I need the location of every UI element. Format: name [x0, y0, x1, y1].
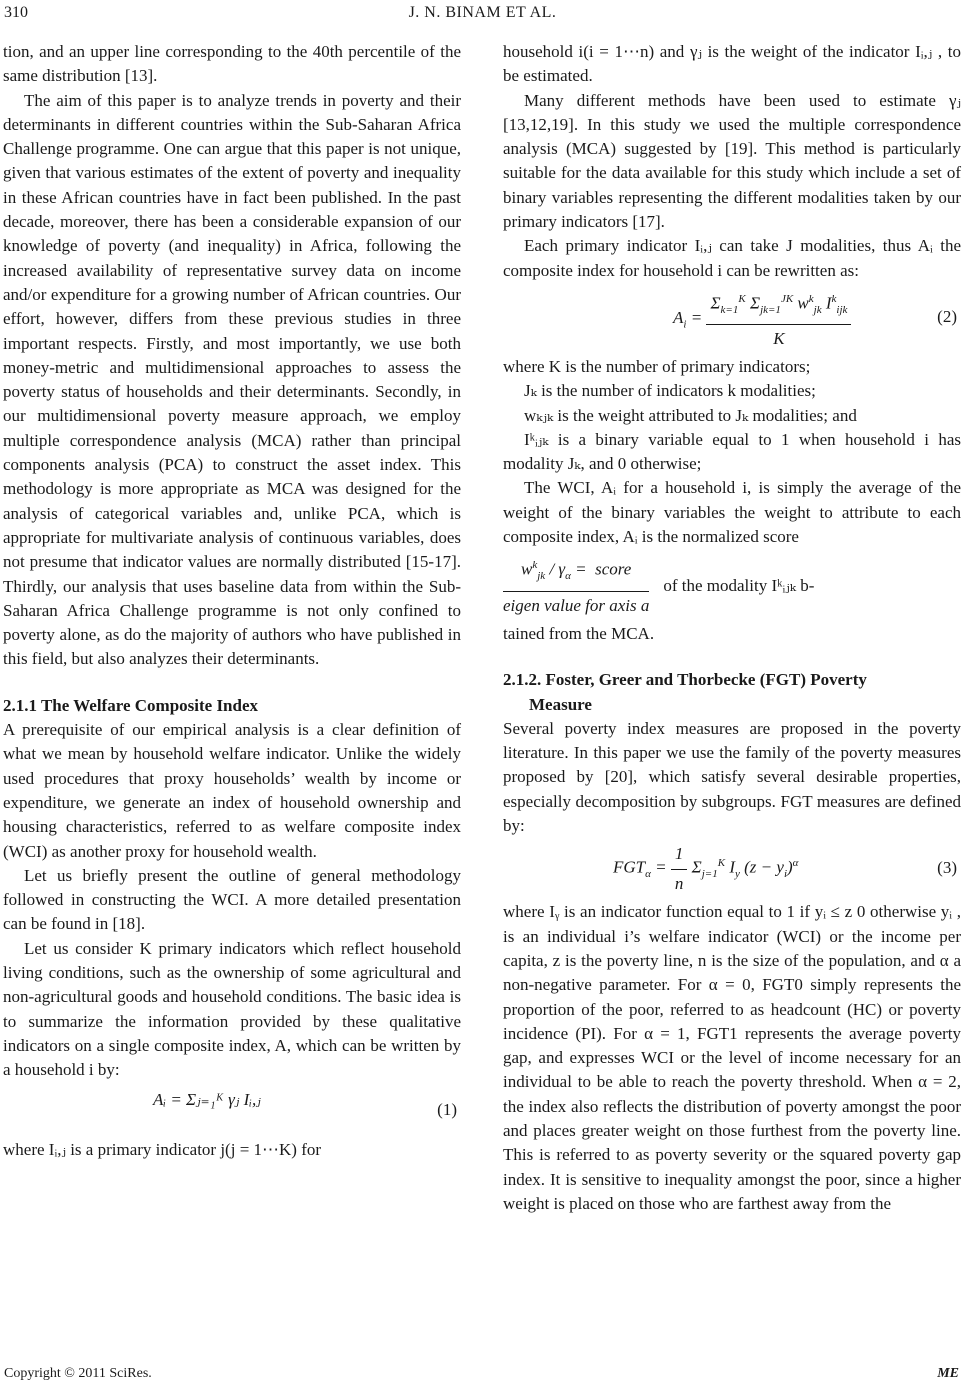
section-heading: 2.1.2. Foster, Greer and Thorbecke (FGT) Poverty: [503, 670, 867, 690]
right-column: [503, 40, 961, 1216]
equation-1: [3, 1082, 461, 1138]
running-header: [0, 4, 965, 28]
left-column: [3, 40, 461, 1163]
equation-number: (3): [937, 858, 957, 878]
section-heading: 2.1.1 The Welfare Composite Index: [3, 695, 259, 715]
equation-number: (1): [437, 1100, 457, 1120]
paragraph: tained from the MCA.: [503, 623, 655, 643]
paragraph: Let us briefly present the outline of general methodology followed in constructing the WCI. A more detailed presentation can be found in [18].: [3, 865, 461, 934]
paragraph: where Iᵢ,ⱼ is a primary indicator j(j = 1⋯K) for: [3, 1140, 322, 1160]
paragraph: Let us consider K primary indicators which reflect household living conditions, such as the ownership of some agricultural and non-agricultural goods and household conditions. The basic idea is to summarize the information provided by these qualitative indicators on a single composite index, A, which can be written by a household i by:: [3, 938, 461, 1080]
weight-formula: [503, 553, 961, 618]
section-heading-cont: Measure: [529, 694, 592, 714]
paragraph: tion, and an upper line corresponding to the 40th percentile of the same distribution [13].: [3, 42, 461, 86]
paragraph: where Iᵧ is an indicator function equal to 1 if yᵢ ≤ z 0 otherwise yᵢ , is an individual i’s welfare indicator (WCI) or the income per capita, z is the poverty line, n is the size of the population, and α a non-negative parameter. For α = 0, FGT0 simply represents the proportion of the poor, referred to as headcount (HC) or poverty incidence (PI). For α = 1, FGT1 represents the average poverty gap, and expresses WCI or the level of income necessary for an individual to be able to reach the poverty threshold. When α = 2, the index also reflects the distribution of poverty amongst the poor and places greater weight on those furthest from the poverty line. This is referred to as poverty severity or the squared poverty gap index. It is sensitive to inequality amongst the poor, since a higher weight is placed on those who are farthest away from the: [503, 902, 961, 1213]
copyright: Copyright © 2011 SciRes.: [4, 1366, 152, 1381]
equation-body: Aᵢ = Σⱼ₌₁ᴷ γⱼ Iᵢ,ⱼ: [153, 1090, 261, 1110]
paragraph: household i(i = 1⋯n) and γⱼ is the weight of the indicator Iᵢ,ⱼ , to be estimated.: [503, 42, 961, 86]
paragraph: Iᵏᵢⱼₖ is a binary variable equal to 1 when household i has modality Jₖ, and 0 otherwise;: [503, 429, 961, 474]
page-number: 310: [4, 4, 28, 21]
paragraph: A prerequisite of our empirical analysis is a clear definition of what we mean by household welfare indicator. Unlike the widely used procedures that proxy households’ wealth by income or expenditure, we generate an index of household ownership and housing characteristics, referred to as welfare composite index (WCI) as another proxy for household wealth.: [3, 720, 461, 861]
paragraph: Each primary indicator Iᵢ,ⱼ can take J modalities, thus Aᵢ the composite index for household i can be rewritten as:: [503, 236, 961, 280]
journal-abbrev: ME: [937, 1366, 959, 1381]
paragraph: Jₖ is the number of indicators k modalities;: [524, 381, 816, 401]
equation-number: (2): [937, 306, 957, 326]
equation-2: [503, 283, 961, 355]
equation-3: [503, 838, 961, 900]
paragraph: The WCI, Aᵢ for a household i, is simply the average of the weight of the binary variables the weight to attribute to each composite index, Aᵢ is the normalized score: [503, 478, 961, 547]
paragraph: Many different methods have been used to estimate γⱼ [13,12,19]. In this study we used the multiple correspondence analysis (MCA) suggested by [19]. This method is particularly suitable for the data available for this study which include a set of binary variables representing the different modalities taken by our primary indicators [17].: [503, 90, 961, 232]
paragraph: of the modality Iᵏᵢⱼₖ b-: [663, 575, 815, 595]
equation-body: $FGT_\alpha$ = $\frac{1}{n}$ $\Sigma_{j=1}^K$ $I_y$ $(z - y_i)^\alpha$: [613, 844, 799, 893]
weight-fraction: $\frac{w^k_{jk} / \gamma_\alpha = score}{\text{eigen value for axis a}}$: [503, 553, 649, 618]
paragraph: where K is the number of primary indicators;: [503, 356, 811, 376]
paragraph: Several poverty index measures are proposed in the poverty literature. In this paper we use the family of the poverty measures proposed by [20], which satisfy several desirable properties, especially decomposition by subgroups. FGT measures are defined by:: [503, 718, 961, 836]
paragraph: The aim of this paper is to analyze trends in poverty and their determinants in different countries within the Sub-Saharan Africa Challenge programme. One can argue that this paper is not unique, given that various estimates of the extent of poverty and inequality in these African countries have in fact been published. In the past decade, moreover, there has been a considerable expansion of our knowledge of poverty (and inequality) in Africa, following the increased availability of representative survey data on income and/or expenditure for a growing number of African countries. Our effort, however, differs from these previous studies in three important respects. Firstly, and most importantly, we use both money-metric and multidimensional approaches to assess the poverty status of households and their determinants. Secondly, in our multidimensional poverty measure approach, we employ multiple correspondence analysis (MCA) rather than principal components analysis (PCA) to construct the asset index. This methodology is more appropriate as MCA was designed for the analysis of categorical variables and, unlike PCA, which is appropriate for multivariate analysis of continuous variables, does not presume that indicator values are normally distributed [15-17]. Thirdly, our analysis that uses baseline data from within the Sub-Saharan Africa Challenge programme is not only confined to poverty alone, as do the majority of authors who have published in this field, but also analyzes their determinants.: [3, 90, 461, 669]
equation-body: $A_i$ = $\frac{\Sigma_{k=1}^K \Sigma_{jk=1}^{JK} w^k_{jk} I^k_{ijk}}{K}$: [673, 287, 851, 352]
running-title: J. N. BINAM ET AL.: [408, 4, 557, 21]
paragraph: wₖⱼₖ is the weight attributed to Jₖ modalities; and: [524, 405, 857, 425]
